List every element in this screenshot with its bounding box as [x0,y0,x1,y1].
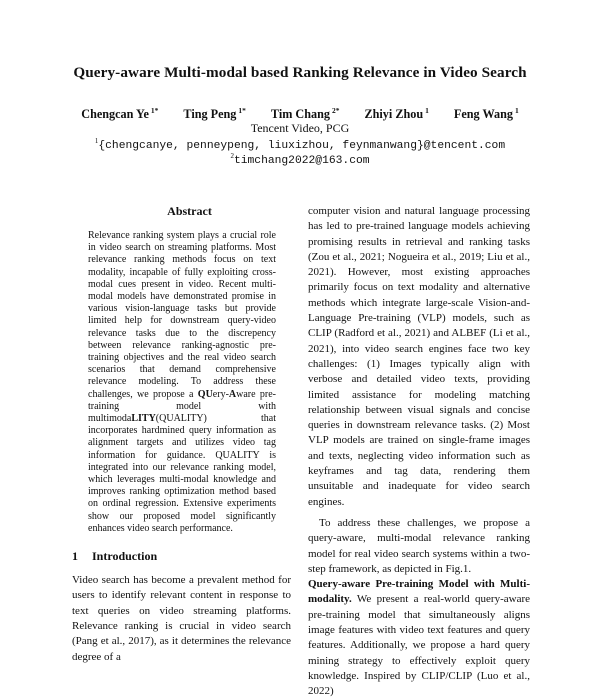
email-2-text: timchang2022@163.com [233,154,370,167]
author-list [0,106,600,122]
email-1-text: {chengcanye, penneypeng, liuxizhou, feynmanwang}@tencent.com [98,139,506,152]
author-name: Feng Wang [453,107,513,122]
author [271,106,340,122]
body-paragraph: computer vision and natural language processing has led to pre-trained language models achieving promising results in retrieval and ranking tasks (Zou et al., 2021; Nogueira et al., 2019; Liu et al., 2021). However, most existing approaches primarily focus on text modality and alternative methods which integrate large-scale Vision-and-Language Pre-training (VLP) models, such as CLIP (Radford et al., 2021) and ALBEF (Li et al., 2021), into video search engines face two key challenges: (1) Images typically align with verbose and detailed video texts, providing limited assistance for modeling matching relationship between visual signals and concise queries in downstream relevance tasks. (2) Most VLP models are trained on single-frame images and texts, neglecting video information such as keyframes and tag data, rendering them unsuitable and inadequate for video search engines. [308,205,530,508]
email-2-marker: 2 [230,152,234,160]
paragraph-runin-heading: Query-aware Pre-training Model with Multi-modality. [308,578,530,606]
section-number: 1 [72,549,78,564]
right-column [308,204,530,700]
email-line-2 [0,152,600,167]
institution: Tencent Video, PCG [250,121,350,135]
left-column [72,204,291,665]
abstract-body: Relevance ranking system plays a crucial role in video search on streaming platforms. Most relevance ranking methods focus on text modality, incapable of fully exploiting cross-modal cues present in video. Recent multi-modal models have demonstrated promise in various vision-language tasks but provide limited help for downstream query-video relevance tasks due to the discrepency between relevance ranking-agnostic pre-training objectives and the real video search scenarios that demand comprehensive relevance modeling. To address these challenges, we propose a QUery-Aware pre-training model with multimodaLITY(QUALITY) that incorporates hardmined query information as alignment targets and utilizes video tag information for guidance. QUALITY is integrated into our relevance ranking model, which leverages multi-modal knowledge and improves ranking optimization method based on ordinal regression. Extensive experiments show our proposed model significantly enhances video search performance. [88,230,276,534]
section-heading-introduction [72,549,291,564]
email-1-marker: 1 [94,137,99,145]
body-paragraph: To address these challenges, we propose a query-aware, multi-modal relevance ranking model for real video search systems within a two-step framework, as depicted in Fig.1. [308,516,530,575]
author [454,106,519,122]
author-name: Ting Peng [183,107,237,122]
paper-title: Query-aware Multi-modal based Ranking Relevance in Video Search [73,64,527,81]
author-name: Tim Chang [270,107,330,122]
author-name: Chengcan Ye [81,107,149,122]
body-paragraph-runin: Query-aware Pre-training Model with Multi-modality. We present a real-world query-aware pre-training model that simultaneously aligns image features with video text features and query features. Additionally, we propose a hard query mining strategy to effectively exploit query knowledge. Inspired by CLIP/CLIP (Luo et al., 2022) [308,578,530,698]
author-affiliation-marker: 1 [514,106,519,115]
author [365,106,429,122]
email-line-1 [0,137,600,152]
author-affiliation-marker: 2* [331,106,340,115]
author-affiliation-marker: 1 [425,106,429,115]
author-affiliation-marker: 1* [238,106,246,115]
author [183,106,245,122]
introduction-paragraph: Video search has become a prevalent method for users to identify relevant content in response to text queries on video streaming platforms. Relevance ranking is crucial in video search (Pang et al., 2017), as it determines the relevance degree of a [72,574,291,663]
author-name: Zhiyi Zhou [364,107,424,122]
author [81,106,158,122]
section-title: Introduction [92,549,158,564]
author-affiliation-marker: 1* [150,106,159,115]
abstract-heading: Abstract [167,204,212,218]
